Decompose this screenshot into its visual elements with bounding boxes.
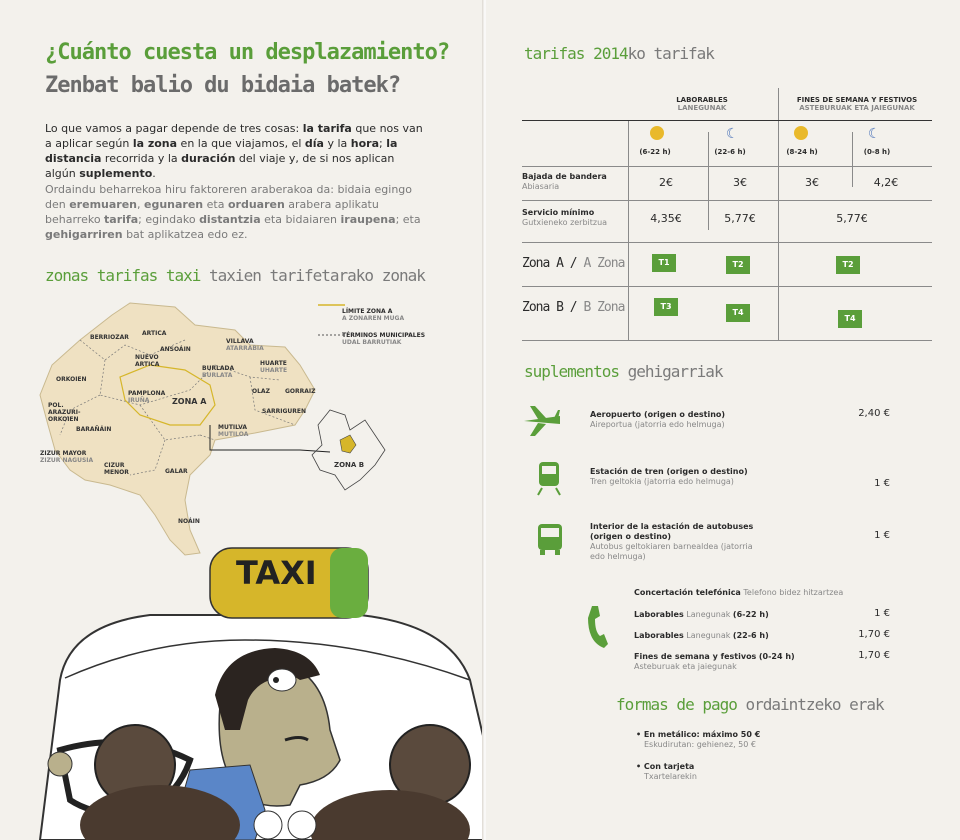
- town-label: POL. ARAZURI-ORKOIEN: [48, 402, 81, 423]
- legend-label: LÍMITE ZONA A: [342, 308, 393, 315]
- suplemento-label: Aeropuerto (origen o destino): [590, 410, 726, 419]
- hours-label: (0-8 h): [863, 148, 891, 156]
- suplementos-title-es: suplementos: [524, 362, 619, 381]
- town-label: NUEVO ARTICA: [135, 354, 160, 368]
- intro-eu-bold: gehigarriren: [45, 228, 123, 241]
- hours-label: (6-22 h): [639, 148, 671, 156]
- intro-es-part: ;: [379, 137, 387, 150]
- pago-item: • En metálico: máximo 50 € Eskudirutan: gehienez, 50 €: [636, 730, 761, 749]
- phone-row: Fines de semana y festivos (0-24 h) Asteburuak eta jaiegunak: [634, 652, 795, 671]
- intro-es-part: Lo que vamos a pagar depende de tres cosas:: [45, 122, 303, 135]
- sun-icon: [794, 126, 808, 140]
- zone-b-label: ZONA B: [334, 461, 365, 469]
- airplane-icon: [522, 404, 562, 438]
- pago-title-eu: ordaintzeko erak: [745, 695, 884, 714]
- intro-eu-bold: distantzia: [199, 213, 261, 226]
- town-label: SARRIGUREN: [262, 408, 306, 415]
- tarifa-badge: T3: [654, 298, 678, 316]
- price-value: 4,35€: [650, 212, 682, 225]
- town-label: HUARTE UHARTE: [260, 360, 288, 374]
- tarifas-table: [522, 88, 932, 348]
- legend-item-municipal: [316, 332, 425, 346]
- page-subtitle: Zenbat balio du bidaia batek?: [45, 73, 401, 98]
- phone-title-eu: Telefono bidez hitzartzea: [743, 588, 844, 597]
- suplementos-title-eu: gehigarriak: [627, 362, 723, 381]
- tarifas-title-eu: ko tarifak: [627, 44, 714, 63]
- suplemento-label-eu: Tren geltokia (jatorria edo helmuga): [590, 477, 734, 486]
- right-page: [486, 0, 960, 840]
- grid-line: [522, 120, 932, 121]
- intro-eu: [45, 182, 425, 242]
- grid-line: [522, 242, 932, 243]
- intro-es-part: que nos van a aplicar según: [45, 122, 423, 150]
- zone-a-label: ZONA A: [172, 397, 207, 406]
- suplemento-aeropuerto: [590, 410, 725, 430]
- town-label: ORKOIEN: [56, 376, 87, 383]
- price-value: 5,77€: [836, 212, 868, 225]
- legend-label-eu: UDAL BARRUTIAK: [342, 339, 402, 346]
- price-value: 2€: [659, 176, 673, 189]
- grid-line: [522, 340, 932, 341]
- map-legend: [316, 308, 425, 352]
- grid-line: [522, 200, 932, 201]
- group-laborables: LABORABLES LANEGUNAK: [676, 96, 728, 112]
- zone-a-row-label: Zona A / A Zona: [522, 256, 625, 271]
- intro-es-part: del viaje y, de si nos aplican algún: [45, 152, 395, 180]
- grid-line: [628, 120, 629, 340]
- intro-eu-part: eta: [203, 198, 228, 211]
- grid-line: [778, 88, 779, 340]
- legend-label: TÉRMINOS MUNICIPALES: [342, 332, 426, 339]
- group-fines: FINES DE SEMANA Y FESTIVOS ASTEBURUAK ETA JAIEGUNAK: [796, 96, 918, 112]
- town-label: OLAZ: [252, 388, 270, 395]
- grid-line: [522, 286, 932, 287]
- intro-es: [45, 121, 425, 181]
- gauge-right: [288, 811, 316, 839]
- price-value: 5,77€: [724, 212, 756, 225]
- suplemento-label-eu: Aireportua (jatorria edo helmuga): [590, 420, 725, 429]
- intro-eu-bold: eremuaren: [69, 198, 137, 211]
- intro-es-bold: hora: [350, 137, 380, 150]
- intro-eu-part: bat aplikatzea edo ez.: [122, 228, 248, 241]
- taxi-sign-text: TAXI: [236, 554, 317, 592]
- town-label: BARAÑÁIN: [76, 426, 112, 433]
- zone-b-row-label: Zona B / B Zona: [522, 300, 625, 315]
- suplemento-value: 1 €: [874, 530, 890, 541]
- moon-icon: ☾: [726, 126, 739, 142]
- moon-icon: ☾: [868, 126, 881, 142]
- grid-line: [852, 132, 853, 187]
- tarifas-title-es: tarifas 2014: [524, 44, 628, 63]
- page-title: ¿Cuánto cuesta un desplazamiento?: [45, 40, 450, 65]
- intro-eu-bold: egunaren: [144, 198, 204, 211]
- zonas-heading: [45, 266, 425, 285]
- row-label-minimo: Servicio mínimo Gutxieneko zerbitzua: [522, 208, 608, 227]
- legend-label-eu: A ZONAREN MUGA: [342, 315, 405, 322]
- intro-eu-bold: orduaren: [227, 198, 285, 211]
- intro-es-part: .: [152, 167, 156, 180]
- town-label: GALAR: [165, 468, 188, 475]
- intro-eu-part: ; egindako: [138, 213, 200, 226]
- tarifa-badge: T4: [726, 304, 750, 322]
- intro-es-bold: la tarifa: [302, 122, 352, 135]
- phone-row: Laborables Lanegunak (22-6 h): [634, 631, 769, 640]
- intro-eu-part: eta bidaiaren: [260, 213, 341, 226]
- pago-item: • Con tarjeta Txartelarekin: [636, 762, 697, 781]
- intro-eu-part: ,: [137, 198, 144, 211]
- intro-text: [45, 121, 425, 242]
- intro-eu-bold: tarifa: [104, 213, 139, 226]
- hours-label: (22-6 h): [714, 148, 746, 156]
- price-value: 3€: [733, 176, 747, 189]
- town-label: BURLADA BURLATA: [202, 365, 235, 379]
- intro-es-bold: la distancia: [45, 137, 398, 165]
- grid-line: [708, 132, 709, 230]
- suplemento-tren: [590, 467, 748, 487]
- town-label: BERRIOZAR: [90, 334, 129, 341]
- pago-heading: [616, 695, 884, 714]
- legend-item-zona-a: [316, 308, 425, 322]
- tarifa-badge: T4: [838, 310, 862, 328]
- phone-value: 1 €: [874, 608, 890, 619]
- phone-icon: [586, 604, 610, 650]
- tarifa-badge: T2: [726, 256, 750, 274]
- phone-title-es: Concertación telefónica: [634, 588, 741, 597]
- suplemento-label: Estación de tren (origen o destino): [590, 467, 748, 476]
- suplemento-value: 1 €: [874, 478, 890, 489]
- town-label: PAMPLONA IRUÑA: [128, 390, 166, 404]
- tarifa-badge: T2: [836, 256, 860, 274]
- sun-icon: [650, 126, 664, 140]
- grid-line: [522, 166, 932, 167]
- town-label: CIZUR MENOR: [104, 462, 129, 476]
- intro-eu-bold: iraupena: [340, 213, 396, 226]
- zonas-title-eu: taxien tarifetarako zonak: [209, 266, 425, 285]
- train-icon: [536, 460, 562, 496]
- town-label: NOÁIN: [178, 518, 200, 525]
- town-label: ZIZUR MAYOR ZIZUR NAGUSIA: [40, 450, 94, 464]
- suplemento-value: 2,40 €: [858, 408, 890, 419]
- pago-title-es: formas de pago: [616, 695, 737, 714]
- row-label-bajada: Bajada de bandera Abiasaria: [522, 172, 607, 191]
- phone-value: 1,70 €: [858, 629, 890, 640]
- gauge-left: [254, 811, 282, 839]
- intro-es-part: y la: [323, 137, 351, 150]
- intro-es-bold: la zona: [132, 137, 178, 150]
- tarifas-heading: [524, 44, 714, 63]
- town-label: VILLAVA ATARRABIA: [226, 338, 264, 352]
- town-label: ANSOÁIN: [160, 346, 191, 353]
- town-label: MUTILVA MUTILOA: [218, 424, 249, 438]
- taxi-illustration: [0, 530, 484, 840]
- intro-eu-part: arabera aplikatu beharreko: [45, 198, 379, 226]
- suplemento-autobus: [590, 522, 760, 562]
- intro-eu-part: ; eta: [395, 213, 421, 226]
- intro-es-bold: duración: [181, 152, 236, 165]
- concertacion-heading: [634, 588, 843, 598]
- intro-es-part: en la que viajamos, el: [177, 137, 305, 150]
- intro-es-bold: día: [304, 137, 324, 150]
- suplemento-label: Interior de la estación de autobuses (origen o destino): [590, 522, 754, 541]
- zone-b-area: [340, 435, 356, 453]
- town-label: GORRAIZ: [285, 388, 316, 395]
- suplemento-label-eu: Autobus geltokiaren barnealdea (jatorria edo helmuga): [590, 542, 753, 561]
- phone-value: 1,70 €: [858, 650, 890, 661]
- suplementos-heading: [524, 362, 723, 381]
- town-label: ARTICA: [142, 330, 167, 337]
- tarifa-badge: T1: [652, 254, 676, 272]
- phone-row: Laborables Lanegunak (6-22 h): [634, 610, 769, 619]
- hours-label: (8-24 h): [786, 148, 818, 156]
- intro-es-bold: suplemento: [79, 167, 153, 180]
- intro-es-part: recorrida y la: [101, 152, 182, 165]
- price-value: 4,2€: [873, 176, 899, 189]
- zonas-title-es: zonas tarifas taxi: [45, 266, 201, 285]
- intro-eu-part: Ordaindu beharrekoa hiru faktoreren araberakoa da: bidaia egingo den: [45, 183, 413, 211]
- price-value: 3€: [805, 176, 819, 189]
- bus-icon: [536, 522, 564, 556]
